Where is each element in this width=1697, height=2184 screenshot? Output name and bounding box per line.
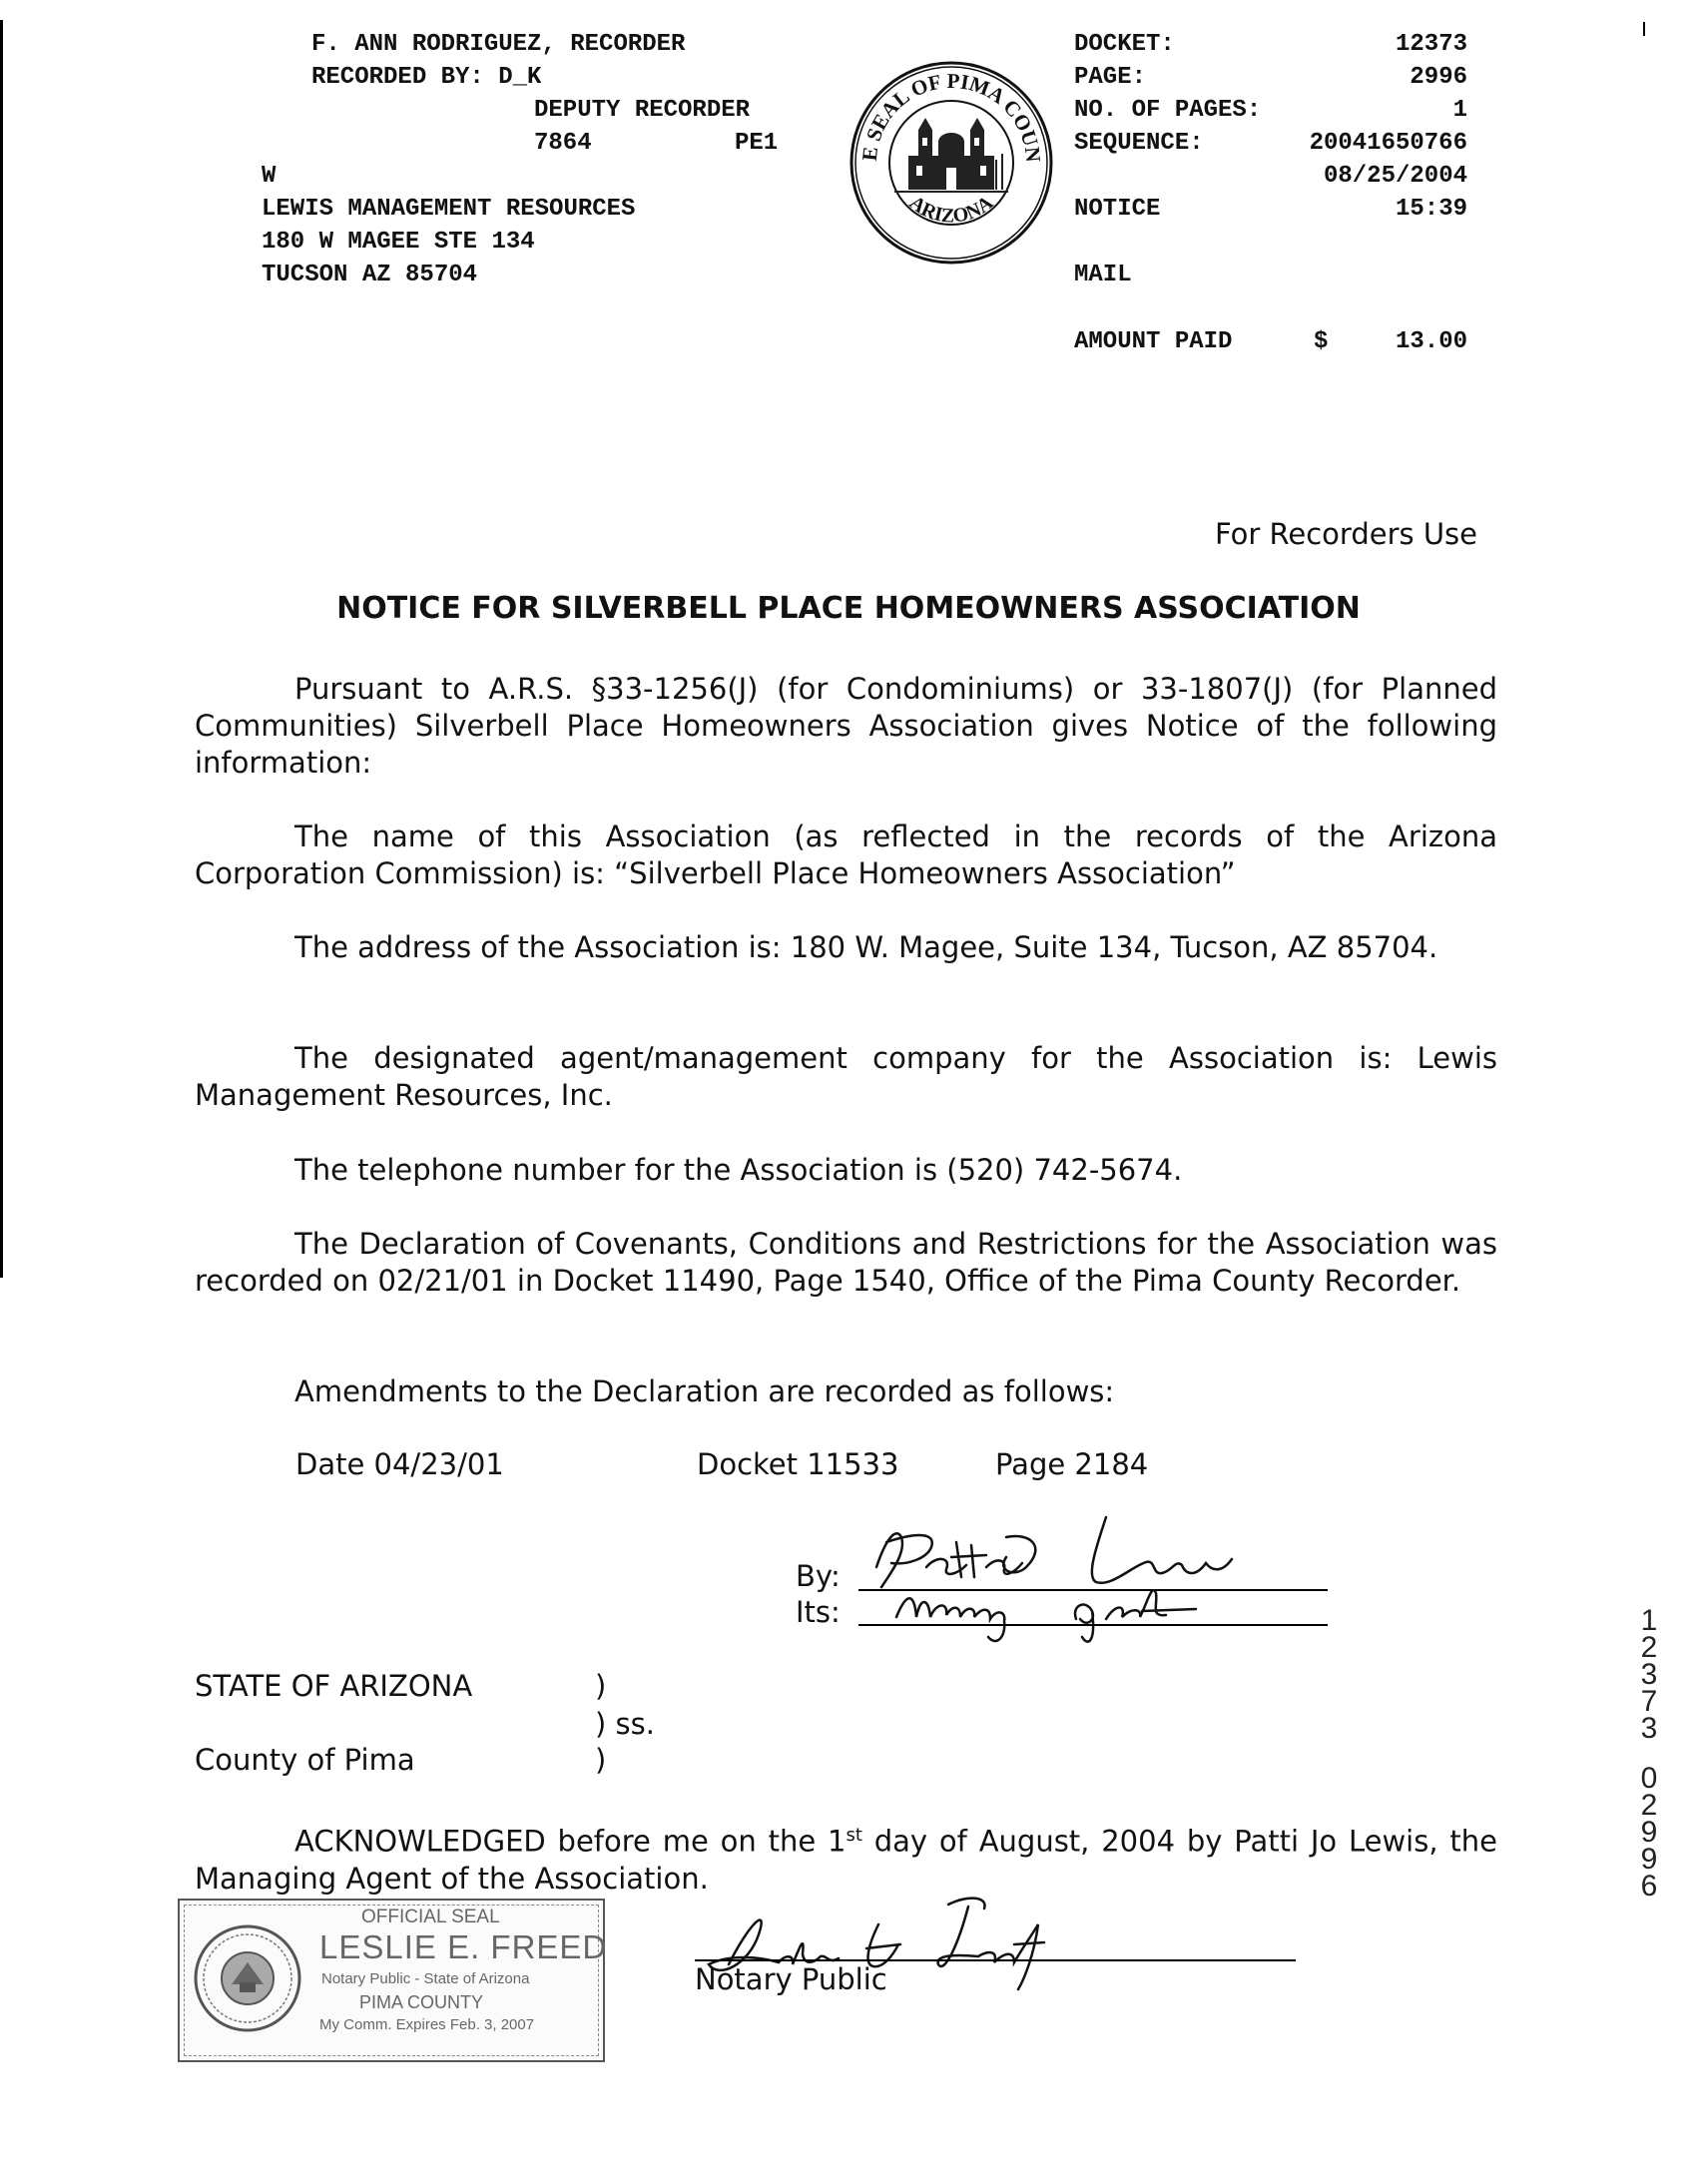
side-stamp-bottom-2: 2 [1640,1789,1658,1822]
document-title: NOTICE FOR SILVERBELL PLACE HOMEOWNERS ASSOCIATION [336,591,1361,626]
paragraph-telephone-text: The telephone number for the Association is (520) 742-5674. [294,1153,1183,1187]
amount-label: AMOUNT PAID [1074,328,1233,355]
svg-text:ARIZONA [905,192,998,228]
paragraph-agent [195,1040,1497,1114]
notary-signature-line [695,1959,1296,1961]
its-label: Its: [796,1595,841,1629]
pages-value: 1 [1452,97,1467,124]
notary-stamp-line-1: OFFICIAL SEAL [361,1907,500,1927]
addressee-line-1: LEWIS MANAGEMENT RESOURCES [262,196,636,223]
side-stamp-bottom-5: 6 [1640,1870,1658,1903]
paragraph-address [195,929,1497,966]
mail-label: MAIL [1074,262,1132,288]
addressee-line-3: TUCSON AZ 85704 [262,262,478,288]
notice-label: NOTICE [1074,196,1161,223]
by-signature-graphic [856,1497,1326,1657]
recorded-time: 15:39 [1395,196,1467,223]
venue-ss: ) ss. [595,1707,655,1741]
amount-value: 13.00 [1395,328,1467,355]
venue-state: STATE OF ARIZONA [195,1669,473,1703]
left-edge-line [0,20,3,1278]
notary-stamp-line-5: My Comm. Expires Feb. 3, 2007 [319,2016,535,2033]
paragraph-name [195,819,1497,892]
amendment-page: Page 2184 [995,1447,1149,1481]
by-signature [856,1497,1326,1662]
deputy-recorder: DEPUTY RECORDER [534,97,751,124]
paragraph-pursuant-text: Pursuant to A.R.S. §33-1256(J) (for Condominiums) or 33-1807(J) (for Planned Communities) Silverbell Place Homeowners Association gives Notice of the following information: [195,672,1497,780]
acknowledgment-part-2: day of August, 2004 by Patti Jo Lewis, the Managing Agent of the Association. [195,1824,1497,1896]
paragraph-pursuant [195,671,1497,782]
side-stamp-top-5: 3 [1640,1712,1658,1745]
w-mark: W [262,163,277,190]
county-seal-graphic [847,58,1056,268]
by-label: By: [796,1559,841,1593]
paragraph-telephone [195,1152,1497,1189]
venue-paren-3: ) [595,1743,607,1777]
venue-county: County of Pima [195,1743,415,1777]
paragraph-address-text: The address of the Association is: 180 W. Magee, Suite 134, Tucson, AZ 85704. [294,930,1438,964]
sequence-label: SEQUENCE: [1074,130,1204,157]
acknowledgment-sup: st [846,1825,862,1846]
page-value: 2996 [1410,64,1467,91]
side-stamp-top-3: 3 [1640,1658,1658,1691]
paragraph-name-text: The name of this Association (as reflected in the records of the Arizona Corporation Commission) is: “Silverbell Place Homeowners Association” [195,819,1497,890]
paragraph-amendments [195,1373,1497,1410]
recorded-by: RECORDED BY: D_K [311,64,542,91]
amendment-date: Date 04/23/01 [295,1447,504,1481]
side-stamp-bottom-1: 0 [1640,1762,1658,1795]
notary-seal-icon [192,1922,303,2034]
paragraph-agent-text: The designated agent/management company for the Association is: Lewis Management Resources, Inc. [195,1041,1497,1112]
side-stamp-bottom-3: 9 [1640,1816,1658,1849]
pages-label: NO. OF PAGES: [1074,97,1262,124]
recorder-code-left: 7864 [534,130,592,157]
recorded-date: 08/25/2004 [1323,163,1467,190]
seal-bottom-text: ARIZONA [904,191,998,228]
paragraph-amendments-text: Amendments to the Declaration are recorded as follows: [294,1374,1115,1408]
notary-stamp [178,1899,608,2062]
side-stamp-top-4: 7 [1640,1685,1658,1718]
amount-currency: $ [1314,328,1329,355]
notary-stamp-line-4: PIMA COUNTY [359,1992,484,2012]
sequence-value: 20041650766 [1309,130,1467,157]
docket-value: 12373 [1395,31,1467,58]
recorder-code-right: PE1 [735,130,779,157]
seal-top-text: E SEAL OF PIMA COUN [856,68,1046,164]
recorder-name: F. ANN RODRIGUEZ, RECORDER [311,31,686,58]
side-stamp-bottom-4: 9 [1640,1843,1658,1876]
venue-paren-1: ) [595,1669,607,1703]
paragraph-declaration [195,1226,1497,1300]
notary-stamp-line-2: LESLIE E. FREED [319,1928,608,1965]
recorders-use-label: For Recorders Use [1215,517,1477,551]
addressee-line-2: 180 W MAGEE STE 134 [262,229,535,256]
acknowledgment-part-1: ACKNOWLEDGED before me on the 1 [294,1824,847,1859]
notary-stamp-line-3: Notary Public - State of Arizona [321,1970,530,1987]
side-stamp-top-1: 1 [1640,1604,1658,1637]
amendment-docket: Docket 11533 [697,1447,899,1481]
side-stamp-top-2: 2 [1640,1631,1658,1664]
paragraph-declaration-text: The Declaration of Covenants, Conditions and Restrictions for the Association was recorded on 02/21/01 in Docket 11490, Page 1540, Office of the Pima County Recorder. [195,1227,1497,1298]
county-seal [847,58,1056,268]
docket-label: DOCKET: [1074,31,1175,58]
right-edge-tick [1643,22,1645,36]
page-label: PAGE: [1074,64,1147,91]
notary-public-label: Notary Public [695,1962,887,1996]
